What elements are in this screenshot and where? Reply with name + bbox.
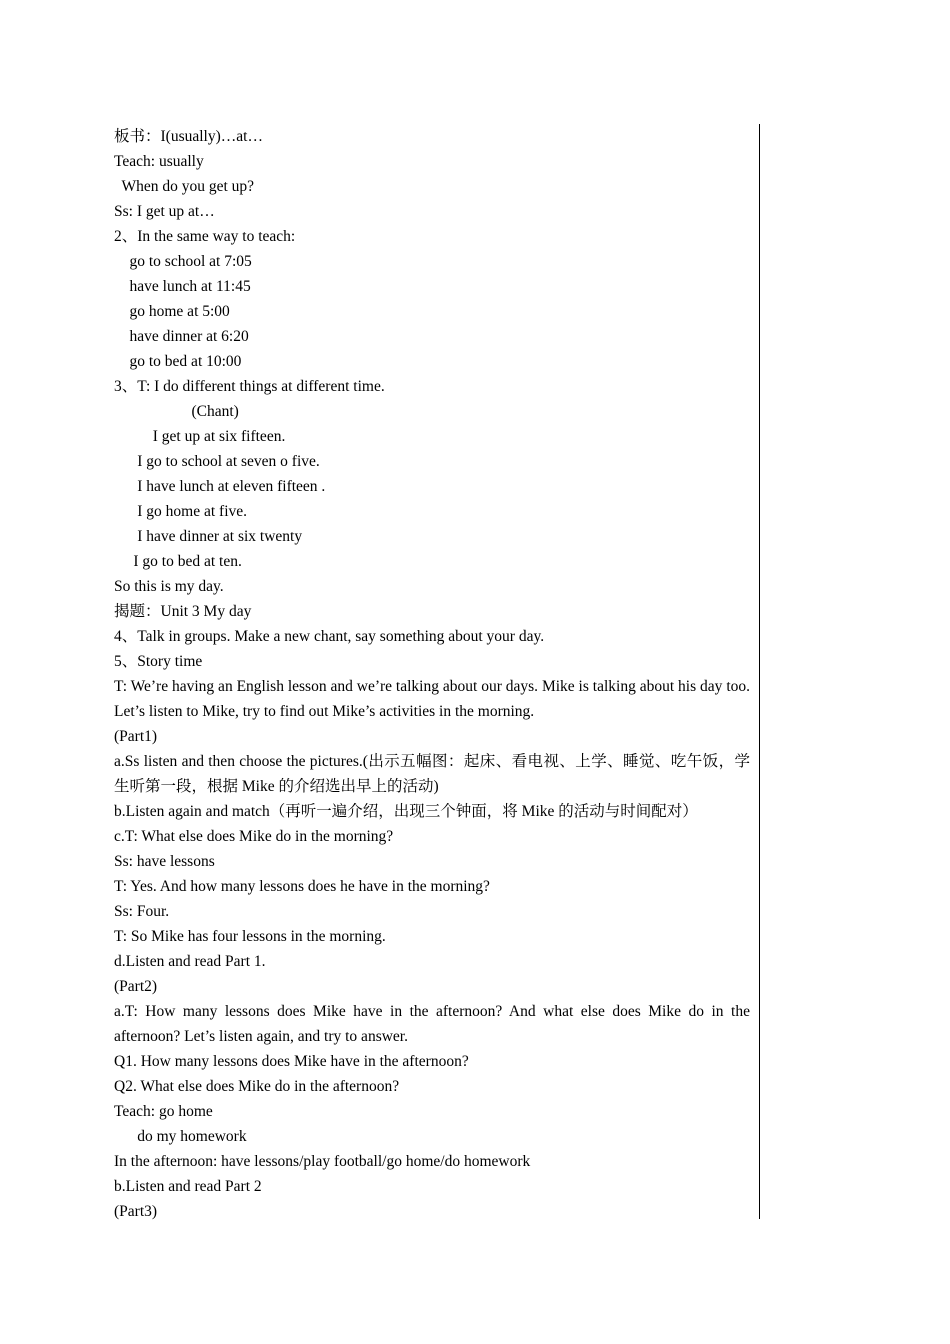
paragraph: a.Ss listen and then choose the pictures.(出示五幅图：起床、看电视、上学、睡觉、吃午饭，学生听第一段，根据 Mike 的介绍选出早上的活动) — [114, 753, 750, 795]
text-line: have dinner at 6:20 — [114, 328, 249, 345]
chant-heading: (Chant) — [114, 403, 239, 420]
text-line: Ss: I get up at… — [114, 203, 215, 220]
text-line: So this is my day. — [114, 578, 224, 595]
text-line: c.T: What else does Mike do in the morning? — [114, 828, 394, 845]
text-line: Teach: go home — [114, 1103, 213, 1120]
section-label: (Part3) — [114, 1203, 158, 1220]
chant-line: I go to bed at ten. — [114, 553, 242, 570]
chant-line: I have dinner at six twenty — [114, 528, 303, 545]
text-line: d.Listen and read Part 1. — [114, 953, 266, 970]
section-label: (Part2) — [114, 978, 158, 995]
text-line: 4、Talk in groups. Make a new chant, say something about your day. — [114, 628, 545, 645]
text-line: b.Listen and read Part 2 — [114, 1178, 262, 1195]
text-line: 5、Story time — [114, 653, 203, 670]
text-line: Ss: Four. — [114, 903, 170, 920]
text-line: When do you get up? — [114, 178, 255, 195]
text-line: T: Yes. And how many lessons does he have in the morning? — [114, 878, 490, 895]
lesson-plan-text — [114, 124, 750, 1224]
chant-line: I go home at five. — [114, 503, 248, 520]
text-line: Teach: usually — [114, 153, 204, 170]
table-border-line — [759, 124, 760, 1219]
text-line: Ss: have lessons — [114, 853, 215, 870]
section-label: (Part1) — [114, 728, 158, 745]
text-line: 3、T: I do different things at different time. — [114, 378, 385, 395]
text-line: T: So Mike has four lessons in the morning. — [114, 928, 386, 945]
text-line: go to bed at 10:00 — [114, 353, 242, 370]
chant-line: I go to school at seven o five. — [114, 453, 320, 470]
chant-line: I get up at six fifteen. — [114, 428, 286, 445]
text-line: b.Listen again and match（再听一遍介绍，出现三个钟面，将 Mike 的活动与时间配对） — [114, 803, 698, 820]
text-line: do my homework — [114, 1128, 247, 1145]
paragraph: T: We’re having an English lesson and we’re talking about our days. Mike is talking about his day too. Let’s listen to Mike, try to find out Mike’s activities in the morning. — [114, 678, 750, 720]
chant-line: I have lunch at eleven fifteen . — [114, 478, 326, 495]
text-line: Q1. How many lessons does Mike have in the afternoon? — [114, 1053, 469, 1070]
text-line: In the afternoon: have lessons/play football/go home/do homework — [114, 1153, 531, 1170]
text-line: 板书：I(usually)…at… — [114, 128, 263, 145]
paragraph: a.T: How many lessons does Mike have in the afternoon? And what else does Mike do in the afternoon? Let’s listen again, and try to answer. — [114, 1003, 750, 1045]
text-line: 2、In the same way to teach: — [114, 228, 296, 245]
text-line: go home at 5:00 — [114, 303, 230, 320]
text-line: have lunch at 11:45 — [114, 278, 251, 295]
text-line: go to school at 7:05 — [114, 253, 252, 270]
text-line: Q2. What else does Mike do in the afternoon? — [114, 1078, 400, 1095]
text-line: 揭题：Unit 3 My day — [114, 603, 252, 620]
